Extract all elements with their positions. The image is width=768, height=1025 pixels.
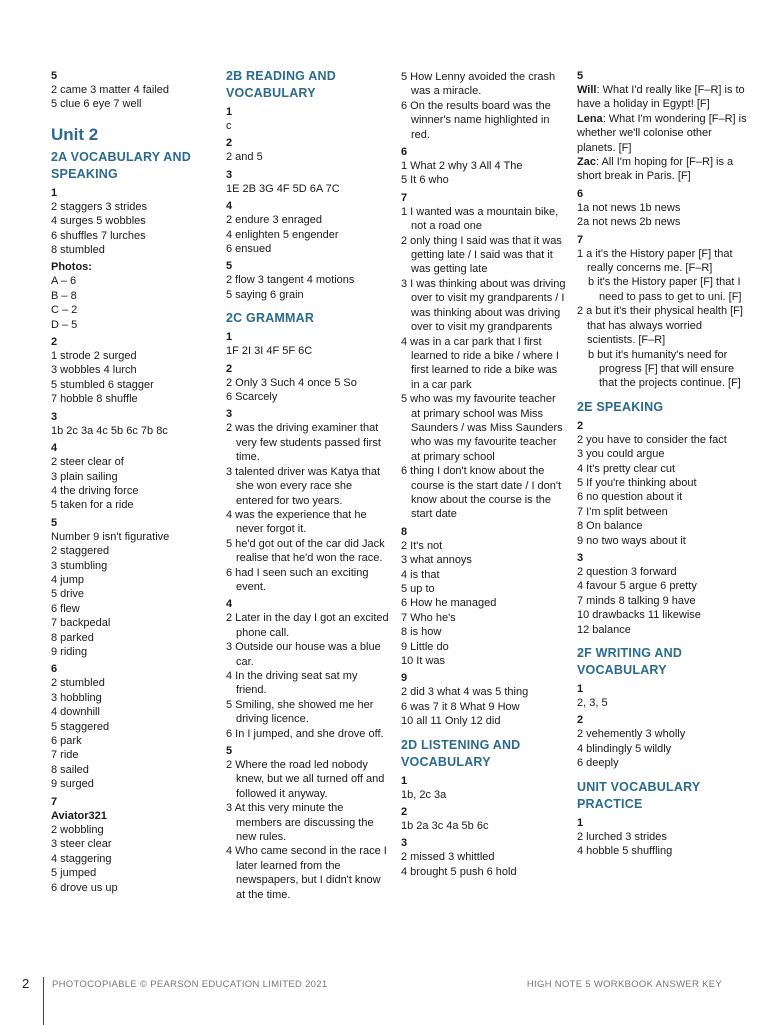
answer-line: 5 jumped (51, 867, 97, 880)
answer-block (51, 424, 211, 438)
answer-line: 7 Who he's (401, 611, 456, 624)
answer-item: 1 a it's the History paper [F] that really concerns me. [F–R] (577, 247, 733, 275)
answer-line: 6 Scarcely (226, 391, 278, 404)
answer-block (226, 119, 391, 133)
answer-line: 3 stumbling (51, 559, 108, 572)
answer-line: 4 It's pretty clear cut (577, 462, 676, 475)
answer-block (226, 344, 391, 358)
answer-line: 3 hobbling (51, 691, 102, 704)
exercise-number: 2 (577, 714, 584, 727)
exercise-number: 3 (226, 408, 233, 421)
exercise-number: 4 (226, 598, 233, 611)
column-2 (226, 70, 391, 902)
answer-line: 2 vehemently 3 wholly (577, 728, 686, 741)
answer-line: 3 what annoys (401, 554, 472, 567)
exercise-number: 8 (401, 525, 408, 538)
answer-line: 5 up to (401, 583, 435, 595)
answer-line: 2, 3, 5 (577, 697, 608, 709)
answer-line: 2 staggered (51, 545, 110, 558)
answer-block (51, 530, 211, 660)
answer-line: 4 brought 5 push 6 hold (401, 865, 517, 878)
exercise-number: 4 (226, 200, 233, 213)
answer-block (577, 830, 752, 859)
answer-block (226, 376, 391, 405)
footer-divider (43, 977, 44, 1025)
section-heading-2f: 2F WRITING AND VOCABULARY (577, 646, 683, 677)
exercise-number: 5 (51, 70, 58, 82)
answer-block (401, 159, 566, 188)
answer-block (51, 455, 211, 513)
answer-line: D – 5 (51, 318, 78, 331)
answer-line: 4 the driving force (51, 484, 139, 497)
answer-block (577, 727, 752, 770)
exercise-number: 2 (401, 806, 408, 819)
section-heading-2e: 2E SPEAKING (577, 399, 664, 414)
answer-block (577, 696, 752, 710)
exercise-number: 2 (226, 362, 233, 375)
answer-line: 2 wobbling (51, 824, 104, 837)
answer-line: 2 It's not (401, 539, 443, 552)
exercise-number: 6 (577, 187, 584, 200)
answer-line: 7 I'm split between (577, 505, 668, 518)
section-heading-2c: 2C GRAMMAR (226, 311, 315, 326)
answer-block (401, 850, 566, 879)
answer-line: 5 taken for a ride (51, 499, 134, 512)
section-heading-unit-vocabulary: UNIT VOCABULARY PRACTICE (577, 779, 701, 811)
answer-line: 6 deeply (577, 757, 619, 770)
page-number: 2 (22, 976, 30, 991)
answer-block (401, 70, 566, 142)
answer-block (401, 539, 566, 669)
answer-line: 9 Little do (401, 640, 449, 653)
answer-block (401, 819, 566, 833)
answer-item: 5 How Lenny avoided the crash was a miracle. (401, 71, 556, 98)
exercise-number: 7 (51, 795, 58, 808)
answer-item: 5 he'd got out of the car did Jack realise that he'd won the race. (226, 537, 385, 565)
photos-label: Photos: (51, 261, 92, 274)
answer-item: 2 Later in the day I got an excited phone call. (226, 612, 389, 639)
exercise-number: 3 (51, 410, 58, 423)
exercise-number: 3 (577, 551, 584, 564)
answer-block (226, 150, 391, 164)
speaker-text: : All I'm hoping for [F–R] is a short break in Paris. [F] (577, 156, 734, 183)
answer-line: B – 8 (51, 289, 77, 302)
answer-line: 9 surged (51, 778, 94, 791)
answer-item: 4 was in a car park that I first learned to ride a bike / where I first learned to ride a bike was in a car park (401, 335, 559, 391)
answer-line: 8 parked (51, 631, 94, 644)
answer-item: 6 On the results board was the winner's name highlighted in red. (401, 99, 551, 141)
answer-line: 3 steer clear (51, 838, 112, 851)
answer-line: 6 park (51, 735, 82, 747)
answer-line: 5 clue 6 eye 7 well (51, 98, 142, 111)
column-4 (577, 70, 752, 858)
speaker-text: : What I'd really like [F–R] is to have a holiday in Egypt! [F] (577, 84, 745, 111)
exercise-number: 1 (51, 186, 58, 199)
answer-block (226, 213, 391, 256)
answer-line: 5 saying 6 grain (226, 288, 304, 301)
answer-line: 4 enlighten 5 engender (226, 228, 339, 241)
answer-block (577, 565, 752, 637)
answer-block (226, 758, 391, 902)
exercise-number: 5 (226, 260, 233, 273)
answer-line: 5 It 6 who (401, 174, 449, 187)
answer-line: 3 wobbles 4 lurch (51, 364, 137, 377)
answer-line: 8 sailed (51, 763, 89, 776)
answer-line: 1b 2a 3c 4a 5b 6c (401, 820, 489, 833)
speaker-name: Lena (577, 112, 603, 125)
answer-line: 4 favour 5 argue 6 pretty (577, 580, 697, 593)
column-3 (401, 70, 566, 879)
exercise-number: 7 (401, 191, 408, 204)
answer-item: 3 I was thinking about was driving over to visit my grandparents / I was thinking about was driving over to visit my grandparents (401, 277, 566, 334)
answer-item: 2 a but it's their physical health [F] that has always worried scientists. [F–R] (577, 305, 743, 347)
answer-line: 5 drive (51, 588, 85, 601)
answer-line: 1E 2B 3G 4F 5D 6A 7C (226, 182, 340, 195)
exercise-number: 1 (577, 816, 584, 829)
answer-item: 4 Who came second in the race I later learned from the newspapers, but I didn't know at the time. (226, 845, 387, 901)
answer-line: 7 backpedal (51, 617, 111, 630)
answer-line: 2a not news 2b news (577, 216, 681, 229)
answer-block (51, 349, 211, 407)
answer-block (401, 788, 566, 802)
answer-line: 2 question 3 forward (577, 565, 677, 578)
answer-block (401, 205, 566, 522)
answer-item: 1 I wanted was a mountain bike, not a road one (401, 205, 559, 233)
answer-block (226, 611, 391, 741)
answer-line: 1a not news 1b news (577, 201, 681, 214)
unit-title: Unit 2 (51, 124, 99, 144)
answer-block (577, 201, 752, 230)
answer-item: 5 who was my favourite teacher at primary school was Miss Saunders / was Miss Saunders who was my favourite teacher at primary school (401, 393, 563, 463)
answer-line: 6 flew (51, 602, 80, 615)
answer-line: 2 staggers 3 strides (51, 200, 147, 213)
answer-block (226, 273, 391, 302)
answer-line: A – 6 (51, 275, 77, 288)
answer-line: 2 missed 3 whittled (401, 851, 495, 864)
answer-line: 2 stumbled (51, 677, 105, 690)
answer-line: 5 If you're thinking about (577, 476, 697, 489)
answer-block (51, 823, 211, 895)
answer-line: 4 staggering (51, 852, 112, 865)
speaker-name: Zac (577, 156, 596, 169)
answer-item: 3 At this very minute the members are discussing the new rules. (226, 802, 374, 844)
exercise-number: 1 (226, 106, 233, 118)
section-heading-2b: 2B READING AND VOCABULARY (226, 69, 336, 100)
answer-line: 2 did 3 what 4 was 5 thing (401, 686, 529, 699)
answer-line: 2 endure 3 enraged (226, 214, 323, 227)
answer-line: 8 On balance (577, 520, 643, 533)
column-1 (51, 70, 211, 895)
exercise-number: 5 (51, 516, 58, 529)
answer-block (51, 676, 211, 791)
answer-line: 10 drawbacks 11 likewise (577, 609, 701, 622)
speaker-text: : What I'm wondering [F–R] is whether we'll colonise other planets. [F] (577, 112, 747, 154)
answer-line: 2 Only 3 Such 4 once 5 So (226, 376, 357, 389)
exercise-number: 6 (51, 663, 58, 676)
dialogue-line (577, 155, 752, 184)
answer-line: 1b 2c 3a 4c 5b 6c 7b 8c (51, 424, 168, 437)
answer-item: 6 In I jumped, and she drove off. (226, 727, 384, 740)
answer-line: 7 hobble 8 shuffle (51, 393, 138, 406)
answer-line: 5 staggered (51, 720, 110, 733)
answer-block (226, 182, 391, 196)
exercise-number: 2 (577, 419, 584, 432)
dialogue-line (577, 112, 752, 155)
answer-line: 1b, 2c 3a (401, 788, 447, 801)
answer-block (51, 200, 211, 258)
answer-item: 4 In the driving seat sat my friend. (226, 669, 358, 697)
answer-block (51, 83, 211, 112)
answer-line: 6 How he managed (401, 597, 497, 610)
answer-line: 2 came 3 matter 4 failed (51, 84, 170, 96)
answer-line: 2 lurched 3 strides (577, 830, 667, 843)
answer-line: c (226, 120, 232, 132)
section-heading-2a: 2A VOCABULARY AND SPEAKING (51, 149, 191, 181)
exercise-number: 1 (226, 331, 233, 344)
answer-line: 6 ensued (226, 243, 272, 256)
answer-line: 10 all 11 Only 12 did (401, 715, 501, 728)
answer-line: 9 riding (51, 645, 88, 658)
exercise-number: 3 (401, 837, 408, 850)
exercise-number: 4 (51, 442, 58, 455)
copyright-text: PHOTOCOPIABLE © PEARSON EDUCATION LIMITED 2021 (52, 979, 328, 990)
username-label: Aviator321 (51, 809, 107, 822)
answer-line: 4 jump (51, 573, 85, 586)
section-heading-2d: 2D LISTENING AND VOCABULARY (401, 737, 521, 769)
exercise-number: 9 (401, 672, 408, 685)
answer-line: 4 is that (401, 568, 440, 581)
answer-item: b it's the History paper [F] that I need to pass to get to uni. [F] (588, 276, 742, 303)
answer-line: 3 plain sailing (51, 470, 118, 483)
exercise-number: 1 (401, 774, 408, 787)
answer-line: 4 blindingly 5 wildly (577, 742, 672, 755)
answer-line: 10 It was (401, 655, 446, 668)
answer-item: 2 was the driving examiner that very few students passed first time. (226, 422, 381, 464)
answer-line: 6 no question about it (577, 491, 683, 504)
answer-line: 2 and 5 (226, 151, 263, 164)
answer-line: 4 surges 5 wobbles (51, 215, 146, 228)
answer-item: 6 thing I don't know about the course is the start date / I don't know about the course is the start date (401, 465, 562, 521)
answer-block (51, 274, 211, 332)
answer-block (226, 421, 391, 594)
answer-line: Number 9 isn't figurative (51, 530, 170, 543)
exercise-number: 5 (577, 70, 584, 82)
dialogue-line (577, 83, 752, 112)
answer-line: 4 downhill (51, 706, 100, 719)
answer-line: 1 strode 2 surged (51, 350, 137, 363)
exercise-number: 7 (577, 233, 584, 246)
answer-line: 12 balance (577, 623, 631, 636)
exercise-number: 5 (226, 745, 233, 757)
exercise-number: 6 (401, 146, 408, 159)
answer-item: 5 Smiling, she showed me her driving licence. (226, 698, 374, 726)
answer-item: 3 talented driver was Katya that she won every race she entered for two years. (226, 465, 381, 507)
answer-item: 4 was the experience that he never forgot it. (226, 508, 367, 536)
answer-line: 8 stumbled (51, 244, 105, 257)
document-title: HIGH NOTE 5 WORKBOOK ANSWER KEY (526, 979, 722, 990)
answer-line: 4 hobble 5 shuffling (577, 845, 673, 858)
exercise-number: 3 (226, 168, 233, 181)
answer-line: 5 stumbled 6 stagger (51, 378, 154, 391)
answer-line: 2 steer clear of (51, 456, 124, 469)
speaker-name: Will (577, 84, 597, 96)
answer-block (577, 247, 752, 391)
answer-item: 2 only thing I said was that it was getting late / I said was that it was getting late (401, 234, 562, 276)
answer-item: 2 Where the road led nobody knew, but we all turned off and followed it anyway. (226, 759, 385, 800)
answer-line: 1F 2I 3I 4F 5F 6C (226, 345, 313, 358)
answer-block (401, 685, 566, 728)
answer-line: 6 drove us up (51, 881, 118, 894)
answer-item: 3 Outside our house was a blue car. (226, 641, 381, 668)
exercise-number: 2 (51, 336, 58, 349)
answer-line: C – 2 (51, 304, 78, 317)
answer-item: b but it's humanity's need for progress [F] that will ensure that the projects continue. [F] (588, 348, 741, 390)
answer-item: 2 you have to consider the fact (577, 433, 727, 446)
answer-line: 1 What 2 why 3 All 4 The (401, 160, 523, 173)
answer-block (577, 433, 752, 447)
answer-line: 6 was 7 it 8 What 9 How (401, 700, 520, 713)
answer-item: 6 had I seen such an exciting event. (226, 566, 369, 593)
exercise-number: 2 (226, 137, 233, 150)
answer-line: 2 flow 3 tangent 4 motions (226, 274, 355, 287)
answer-line: 7 minds 8 talking 9 have (577, 594, 696, 607)
answer-line: 3 you could argue (577, 448, 665, 461)
answer-line: 6 shuffles 7 lurches (51, 229, 146, 242)
exercise-number: 1 (577, 683, 584, 695)
answer-line: 8 is how (401, 626, 442, 639)
answer-line: 7 ride (51, 749, 79, 762)
answer-block (577, 447, 752, 548)
answer-line: 9 no two ways about it (577, 534, 686, 547)
